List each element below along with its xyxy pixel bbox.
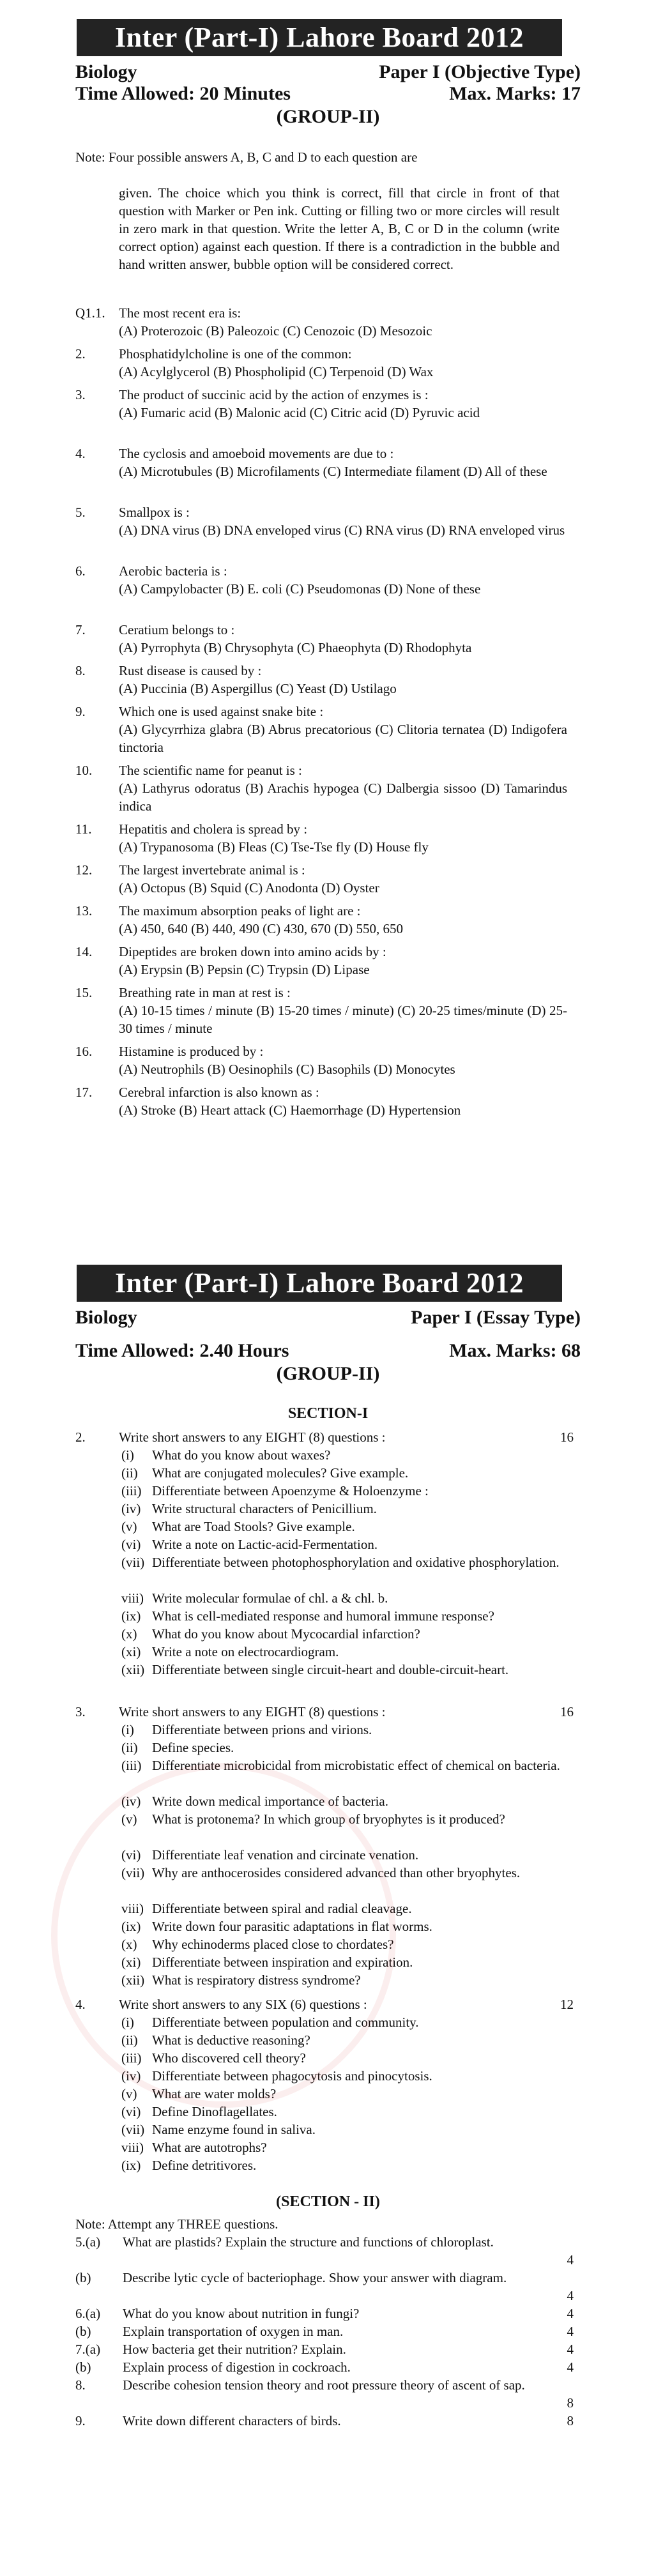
sub-question-number: viii) bbox=[121, 1590, 144, 1606]
question-number: 3. bbox=[75, 1704, 86, 1719]
question-options: (A) Lathyrus odoratus (B) Arachis hypogea (C) Dalbergia sissoo (D) Tamarindus indica bbox=[119, 781, 567, 814]
sub-question-text: Define detritivores. bbox=[152, 2158, 257, 2173]
question-body bbox=[119, 1042, 567, 1078]
sub-question-text: Differentiate between photophosphorylation and oxidative phosphorylation. bbox=[152, 1555, 560, 1570]
group-label: (GROUP-II) bbox=[276, 106, 380, 127]
sub-question-text: What is protonema? In which group of bryophytes is it produced? bbox=[152, 1811, 505, 1827]
sub-question-text: Differentiate microbicidal from microbistatic effect of chemical on bacteria. bbox=[152, 1758, 560, 1773]
question-text: Ceratium belongs to : bbox=[119, 622, 235, 637]
question-number: 10. bbox=[75, 763, 93, 778]
question-text: Breathing rate in man at rest is : bbox=[119, 985, 291, 1000]
sub-question-text: Write down medical importance of bacteria. bbox=[152, 1794, 388, 1809]
time-allowed: Time Allowed: 2.40 Hours bbox=[75, 1340, 289, 1361]
subject-label: Biology bbox=[75, 61, 137, 82]
question-instruction: Write short answers to any SIX (6) questions : bbox=[119, 1997, 367, 2012]
question-marks: 4 bbox=[567, 2252, 574, 2267]
sub-question-text: Differentiate between prions and virions. bbox=[152, 1722, 372, 1737]
note-text: Note: Attempt any THREE questions. bbox=[75, 2216, 278, 2232]
sub-question-text: Differentiate between population and community. bbox=[152, 2015, 419, 2030]
question-marks: 16 bbox=[560, 1429, 574, 1445]
question-text: The most recent era is: bbox=[119, 305, 241, 321]
sub-question-number: viii) bbox=[121, 2140, 144, 2155]
question-body bbox=[119, 820, 567, 856]
sub-question-number: (xi) bbox=[121, 1955, 141, 1970]
sub-question-text: Define species. bbox=[152, 1740, 234, 1755]
time-allowed: Time Allowed: 20 Minutes bbox=[75, 83, 291, 104]
question-number: 13. bbox=[75, 903, 93, 918]
question-marks: 4 bbox=[567, 2324, 574, 2339]
question-marks: 16 bbox=[560, 1704, 574, 1719]
sub-question-text: What is cell-mediated response and humoral immune response? bbox=[152, 1608, 494, 1624]
question-options: (A) Stroke (B) Heart attack (C) Haemorrhage (D) Hypertension bbox=[119, 1102, 461, 1118]
sub-question-text: What are Toad Stools? Give example. bbox=[152, 1519, 355, 1534]
sub-question-number: (v) bbox=[121, 1519, 137, 1534]
sub-question-number: (iv) bbox=[121, 1501, 141, 1516]
paper-type: Paper I (Objective Type) bbox=[379, 61, 581, 82]
question-body bbox=[119, 662, 567, 697]
question-number: (b) bbox=[75, 2270, 91, 2285]
sub-question-number: (v) bbox=[121, 2086, 137, 2101]
question-text: Smallpox is : bbox=[119, 505, 190, 520]
group-label: (GROUP-II) bbox=[276, 1363, 380, 1384]
question-options: (A) 10-15 times / minute (B) 15-20 times / minute) (C) 20-25 times/minute (D) 25-30 times / minute bbox=[119, 1003, 567, 1036]
question-options: (A) Pyrrophyta (B) Chrysophyta (C) Phaeophyta (D) Rhodophyta bbox=[119, 640, 472, 655]
section-2-note bbox=[75, 2215, 574, 2233]
section-2-heading: (SECTION - II) bbox=[276, 2193, 380, 2210]
question-number: (b) bbox=[75, 2359, 91, 2375]
question-instruction: Write short answers to any EIGHT (8) questions : bbox=[119, 1704, 386, 1719]
question-number: 5.(a) bbox=[75, 2234, 101, 2250]
question-number: 8. bbox=[75, 2377, 86, 2393]
question-number: Q1.1. bbox=[75, 305, 105, 321]
question-number: 4. bbox=[75, 446, 86, 461]
question-body bbox=[119, 1083, 567, 1119]
question-body bbox=[119, 503, 567, 539]
sub-question-text: Write molecular formulae of chl. a & chl. b. bbox=[152, 1590, 388, 1606]
max-marks: Max. Marks: 68 bbox=[449, 1340, 581, 1361]
question-body bbox=[119, 345, 567, 381]
question-marks: 4 bbox=[567, 2342, 574, 2357]
question-text: The scientific name for peanut is : bbox=[119, 763, 302, 778]
question-number: 9. bbox=[75, 704, 86, 719]
question-number: 4. bbox=[75, 1997, 86, 2012]
sub-question-text: Differentiate leaf venation and circinate venation. bbox=[152, 1847, 419, 1863]
question-options: (A) Glycyrrhiza glabra (B) Abrus precatorious (C) Clitoria ternatea (D) Indigofera tinctoria bbox=[119, 722, 567, 755]
question-body bbox=[119, 902, 567, 938]
sub-question-number: (ix) bbox=[121, 1919, 141, 1934]
section-1-heading: SECTION-I bbox=[287, 1405, 369, 1422]
question-number: 9. bbox=[75, 2413, 86, 2428]
sub-question-text: What are conjugated molecules? Give example. bbox=[152, 1465, 409, 1481]
question-marks: 12 bbox=[560, 1997, 574, 2012]
sub-question-text: Write structural characters of Penicillium. bbox=[152, 1501, 377, 1516]
sub-question-text: Name enzyme found in saliva. bbox=[152, 2122, 316, 2137]
question-text: Explain transportation of oxygen in man. bbox=[123, 2324, 344, 2339]
question-number: 6. bbox=[75, 563, 86, 579]
question-options: (A) Campylobacter (B) E. coli (C) Pseudomonas (D) None of these bbox=[119, 581, 481, 597]
sub-question-number: (iii) bbox=[121, 1483, 142, 1498]
question-text: The largest invertebrate animal is : bbox=[119, 862, 305, 878]
question-text: Dipeptides are broken down into amino acids by : bbox=[119, 944, 386, 959]
sub-question-number: (i) bbox=[121, 2015, 134, 2030]
question-text: Describe lytic cycle of bacteriophage. Show your answer with diagram. bbox=[123, 2270, 507, 2285]
question-number: 17. bbox=[75, 1085, 93, 1100]
instruction-head: Note: Four possible answers A, B, C and D to each question are bbox=[75, 149, 418, 165]
question-text: How bacteria get their nutrition? Explain. bbox=[123, 2342, 346, 2357]
question-body bbox=[119, 703, 567, 756]
objective-banner: Inter (Part-I) Lahore Board 2012 bbox=[77, 19, 562, 56]
sub-question-text: What are water molds? bbox=[152, 2086, 277, 2101]
question-body bbox=[119, 943, 567, 979]
question-text: Phosphatidylcholine is one of the common: bbox=[119, 346, 352, 362]
sub-question-text: Write down four parasitic adaptations in flat worms. bbox=[152, 1919, 432, 1934]
question-body bbox=[119, 386, 567, 422]
sub-question-text: What do you know about Mycocardial infarction? bbox=[152, 1626, 420, 1642]
sub-question-text: What do you know about waxes? bbox=[152, 1447, 331, 1463]
question-instruction: Write short answers to any EIGHT (8) questions : bbox=[119, 1429, 386, 1445]
sub-question-number: (ii) bbox=[121, 2032, 138, 2048]
sub-question-number: (v) bbox=[121, 1811, 137, 1827]
sub-question-number: (ix) bbox=[121, 1608, 141, 1624]
sub-question-number: (vii) bbox=[121, 2122, 145, 2137]
question-text: Write down different characters of birds. bbox=[123, 2413, 341, 2428]
sub-question-text: Differentiate between spiral and radial cleavage. bbox=[152, 1901, 412, 1916]
question-text: What do you know about nutrition in fungi? bbox=[123, 2306, 360, 2321]
question-options: (A) DNA virus (B) DNA enveloped virus (C) RNA virus (D) RNA enveloped virus bbox=[119, 522, 565, 538]
question-body bbox=[119, 861, 567, 897]
sub-question-number: viii) bbox=[121, 1901, 144, 1916]
sub-question-text: Why echinoderms placed close to chordates? bbox=[152, 1937, 394, 1952]
question-body bbox=[119, 304, 567, 340]
question-options: (A) Proterozoic (B) Paleozoic (C) Cenozoic (D) Mesozoic bbox=[119, 323, 432, 339]
sub-question-number: (vii) bbox=[121, 1865, 145, 1880]
sub-question-number: (vi) bbox=[121, 2104, 141, 2119]
question-number: 11. bbox=[75, 821, 92, 837]
question-number: 7.(a) bbox=[75, 2342, 101, 2357]
sub-question-number: (iii) bbox=[121, 1758, 142, 1773]
sub-question-text: Differentiate between phagocytosis and pinocytosis. bbox=[152, 2068, 432, 2084]
question-text: The product of succinic acid by the action of enzymes is : bbox=[119, 387, 429, 402]
question-text: The cyclosis and amoeboid movements are due to : bbox=[119, 446, 394, 461]
question-options: (A) 450, 640 (B) 440, 490 (C) 430, 670 (D) 550, 650 bbox=[119, 921, 404, 936]
sub-question-text: What is respiratory distress syndrome? bbox=[152, 1972, 361, 1988]
question-text: Describe cohesion tension theory and root pressure theory of ascent of sap. bbox=[123, 2377, 525, 2393]
paper-type: Paper I (Essay Type) bbox=[411, 1307, 581, 1328]
question-number: 16. bbox=[75, 1044, 93, 1059]
question-options: (A) Neutrophils (B) Oesinophils (C) Basophils (D) Monocytes bbox=[119, 1062, 455, 1077]
question-options: (A) Trypanosoma (B) Fleas (C) Tse-Tse fly (D) House fly bbox=[119, 839, 429, 855]
sub-question-number: (vi) bbox=[121, 1537, 141, 1552]
sub-question-number: (vi) bbox=[121, 1847, 141, 1863]
sub-question-text: What are autotrophs? bbox=[152, 2140, 267, 2155]
question-options: (A) Fumaric acid (B) Malonic acid (C) Citric acid (D) Pyruvic acid bbox=[119, 405, 480, 420]
sub-question-number: (xi) bbox=[121, 1644, 141, 1659]
question-number: 8. bbox=[75, 663, 86, 678]
sub-question-text: Why are anthocerosides considered advanced than other bryophytes. bbox=[152, 1865, 521, 1880]
question-options: (A) Microtubules (B) Microfilaments (C) Intermediate filament (D) All of these bbox=[119, 464, 547, 479]
question-number: 2. bbox=[75, 1429, 86, 1445]
sub-question-text: Write a note on Lactic-acid-Fermentation. bbox=[152, 1537, 378, 1552]
question-text: Rust disease is caused by : bbox=[119, 663, 262, 678]
question-options: (A) Octopus (B) Squid (C) Anodonta (D) Oyster bbox=[119, 880, 379, 896]
question-text: Cerebral infarction is also known as : bbox=[119, 1085, 319, 1100]
sub-question-number: (x) bbox=[121, 1937, 137, 1952]
max-marks: Max. Marks: 17 bbox=[449, 83, 581, 104]
question-marks: 4 bbox=[567, 2359, 574, 2375]
question-number: 7. bbox=[75, 622, 86, 637]
essay-banner: Inter (Part-I) Lahore Board 2012 bbox=[77, 1265, 562, 1302]
question-options: (A) Acylglycerol (B) Phospholipid (C) Terpenoid (D) Wax bbox=[119, 364, 434, 379]
sub-question-number: (iv) bbox=[121, 2068, 141, 2084]
sub-question-number: (ii) bbox=[121, 1740, 138, 1755]
question-text: Aerobic bacteria is : bbox=[119, 563, 227, 579]
question-options: (A) Puccinia (B) Aspergillus (C) Yeast (D) Ustilago bbox=[119, 681, 397, 696]
question-marks: 8 bbox=[567, 2413, 574, 2428]
question-marks: 4 bbox=[567, 2288, 574, 2303]
sub-question-number: (ix) bbox=[121, 2158, 141, 2173]
instruction-body: given. The choice which you think is correct, fill that circle in front of that question with Marker or Pen ink. Cutting or filling two or more circles will result in zero mark in that question. Write the letter A, B, C or D in the column (write correct option) against each question. If there is a contradiction in the bubble and hand written answer, bubble option will be considered correct. bbox=[119, 185, 560, 272]
sub-question-text: What is deductive reasoning? bbox=[152, 2032, 310, 2048]
question-text: The maximum absorption peaks of light are : bbox=[119, 903, 361, 918]
question-text: Explain process of digestion in cockroach. bbox=[123, 2359, 351, 2375]
sub-question-number: (x) bbox=[121, 1626, 137, 1642]
question-number: 15. bbox=[75, 985, 93, 1000]
sub-question-number: (iv) bbox=[121, 1794, 141, 1809]
question-body bbox=[119, 984, 567, 1037]
sub-question-number: (xii) bbox=[121, 1662, 145, 1677]
question-text: Histamine is produced by : bbox=[119, 1044, 264, 1059]
question-number: 5. bbox=[75, 505, 86, 520]
question-number: 3. bbox=[75, 387, 86, 402]
sub-question-text: Define Dinoflagellates. bbox=[152, 2104, 277, 2119]
watermark-seal bbox=[51, 1763, 396, 2108]
question-text: What are plastids? Explain the structure and functions of chloroplast. bbox=[123, 2234, 494, 2250]
question-number: 2. bbox=[75, 346, 86, 362]
sub-question-text: Differentiate between inspiration and expiration. bbox=[152, 1955, 413, 1970]
sub-question-number: (i) bbox=[121, 1447, 134, 1463]
question-body bbox=[119, 445, 567, 480]
question-number: (b) bbox=[75, 2324, 91, 2339]
question-options: (A) Erypsin (B) Pepsin (C) Trypsin (D) Lipase bbox=[119, 962, 370, 977]
sub-question-text: Differentiate between Apoenzyme & Holoenzyme : bbox=[152, 1483, 429, 1498]
question-marks: 4 bbox=[567, 2306, 574, 2321]
sub-question-number: (ii) bbox=[121, 1465, 138, 1481]
question-number: 12. bbox=[75, 862, 93, 878]
sub-question-number: (vii) bbox=[121, 1555, 145, 1570]
sub-question-number: (xii) bbox=[121, 1972, 145, 1988]
sub-question-text: Write a note on electrocardiogram. bbox=[152, 1644, 339, 1659]
question-text: Which one is used against snake bite : bbox=[119, 704, 324, 719]
sub-question-number: (i) bbox=[121, 1722, 134, 1737]
subject-label: Biology bbox=[75, 1307, 137, 1328]
question-number: 14. bbox=[75, 944, 93, 959]
question-text: Hepatitis and cholera is spread by : bbox=[119, 821, 308, 837]
sub-question-text: Differentiate between single circuit-heart and double-circuit-heart. bbox=[152, 1662, 509, 1677]
question-body bbox=[119, 562, 567, 598]
question-body bbox=[119, 621, 567, 657]
sub-question-text: Who discovered cell theory? bbox=[152, 2050, 306, 2066]
question-number: 6.(a) bbox=[75, 2306, 101, 2321]
question-marks: 8 bbox=[567, 2395, 574, 2411]
question-body bbox=[119, 761, 567, 815]
sub-question-number: (iii) bbox=[121, 2050, 142, 2066]
